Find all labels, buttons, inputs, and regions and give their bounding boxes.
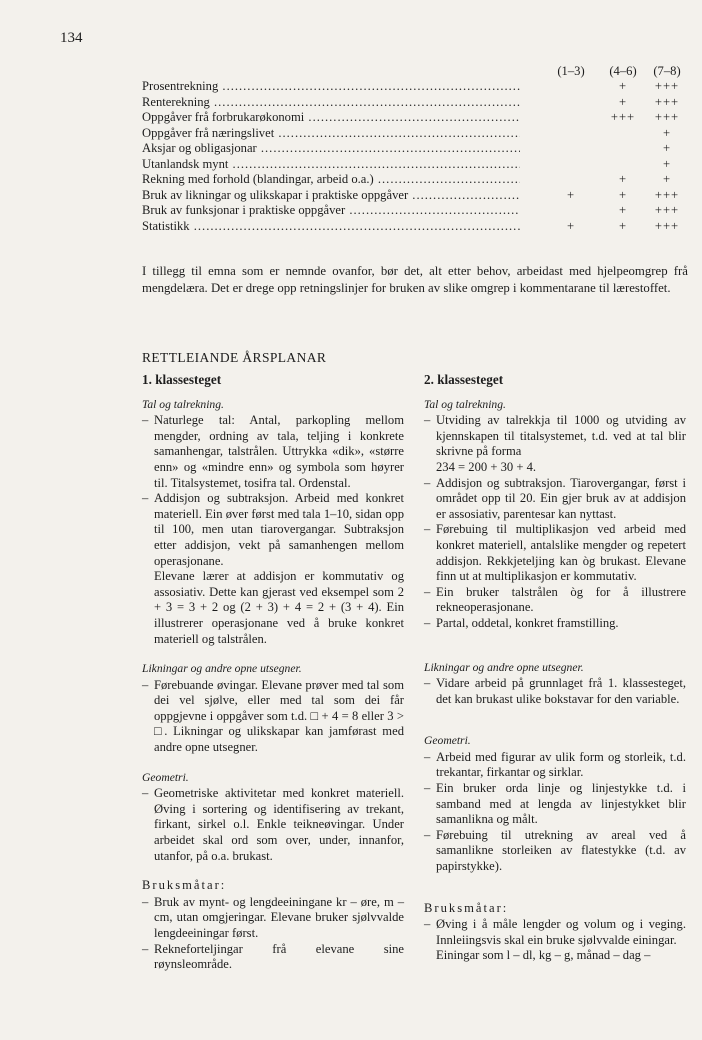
column-header-7-8: (7–8) [653,64,681,78]
continuation-text: Elevane lærer at addisjon er kommutativ og assosiativ. Dette kan gjerast ved eksempel som 2 + 3 = 3 + 2 og (2 + 3) + 4 = 2 + (3 + 4). Ein illustrerer operasjonane ved å bruke konkret materiell og talstrålen. [154,569,404,646]
intro-paragraph: I tillegg til emna som er nemnde ovanfor, bør det, alt etter behov, arbeidast med hjelpeomgrep frå mengdelæra. Det er drege opp retningslinjer for bruken av slike omgrep i kommentarane til lærestoffet. [142,264,688,295]
section-title: RETTLEIANDE ÅRSPLANAR [142,350,327,365]
list-item: – Arbeid med figurar av ulik form og storleik, t.d. trekantar, firkantar og sirklar. [424,750,686,781]
topic-row [142,110,688,126]
topic-row [142,219,688,235]
numbers-subheading: Tal og talrekning. [424,397,506,411]
numbers-list [424,413,686,631]
topic-name: Oppgåver frå forbrukarøkonomi ..... [142,110,520,126]
grade-mark-c3: + [662,156,672,171]
list-item: – Rekneforteljingar frå elevane sine røynsleområde. [142,942,404,973]
topic-name: Oppgåver frå næringslivet ..... [142,126,520,142]
topic-name: Bruk av funksjonar i praktiske oppgåver ..... [142,203,520,219]
usage-list [142,895,404,973]
grade-mark-c2: + [618,187,628,202]
topic-row [142,188,688,204]
topic-table [142,64,688,234]
grade-mark-c3: + [662,125,672,140]
list-item: – Førebuing til utrekning av areal ved å samanlikne storleiken av flatestykke (t.d. av papirstykke). [424,828,686,875]
numbers-subheading: Tal og talrekning. [142,397,224,411]
grade-mark-c1: + [566,187,576,202]
geometry-subheading: Geometri. [424,734,471,748]
grade-mark-c3: + [662,141,672,155]
topic-name: Bruk av likningar og ulikskapar i praktiske oppgåver ..... [142,188,520,204]
grade-mark-c3: + [662,172,672,186]
geometry-list [424,750,686,875]
list-item: – Addisjon og subtraksjon. Tiarovergangar, først i området opp til 20. Ein gjer bruk av at addisjon er assosiativ, parentesar kan nyttast. [424,476,686,523]
list-item [424,413,686,475]
grade-mark-c2: + [618,203,628,217]
list-item: – Geometriske aktivitetar med konkret materiell. Øving i sortering og identifisering av trekant, firkant, sirkel o.l. Enkle teikneøvingar. Under arbeidet skal ord som over, under, innanfor, utanfor, på o.a. brukast. [142,786,404,864]
place-value-formula: 234 = 200 + 30 + 4. [436,459,537,474]
equations-subheading: Likningar og andre opne utsegner. [142,662,302,676]
list-item: – Førebuing til multiplikasjon ved arbeid med konkret materiell, antalslike mengder og repetert addisjon. Rekkjeteljing kan òg brukast. Elevane finn ut at multiplikasjon er kommutativ. [424,522,686,584]
topic-name: Aksjar og obligasjonar ..... [142,141,520,157]
topic-name: Utanlandsk mynt ..... [142,157,520,173]
column-header-1-3: (1–3) [557,64,585,78]
grade-mark-c3: +++ [654,187,680,202]
equations-list [142,678,404,756]
grade-mark-c2: + [618,94,628,109]
numbers-list [142,413,404,569]
usage-subheading: Bruksmåtar: [424,900,509,915]
column-header-4-6: (4–6) [609,64,637,78]
topic-name: Statistikk ..... [142,219,520,235]
grade-mark-c3: +++ [654,218,680,233]
list-item: – Addisjon og subtraksjon. Arbeid med konkret materiell. Ein øver først med tala 1–10, sidan opp til 100, men utan tiarovergangar. Subtraksjon etter addisjon, vekt på samanhengen mellom operasjonane. [142,491,404,569]
list-item: – Bruk av mynt- og lengdeeiningane kr – øre, m – cm, utan omgjeringar. Elevane bruker sjølvvalde lengdeeiningar først. [142,895,404,942]
topic-row [142,126,688,142]
list-item: – Partal, oddetal, konkret framstilling. [424,616,686,632]
grade-mark-c3: +++ [654,110,680,124]
grade-mark-c2: + [618,79,628,93]
topic-row [142,157,688,173]
equations-list [424,676,686,707]
equations-subheading: Likningar og andre opne utsegner. [424,660,584,674]
topic-name: Renterekning ..... [142,95,520,111]
topic-row [142,79,688,95]
grade-mark-c2: + [618,172,628,186]
grade-mark-c2: +++ [610,110,636,124]
grade-mark-c3: +++ [654,94,680,109]
grade-2-heading: 2. klassesteget [424,372,504,387]
grade-2-column [424,372,686,964]
item-text: Utviding av talrekkja til 1000 og utviding av kjennskapen til titalsystemet, t.d. ved at tal blir skrivne på forma [436,413,686,459]
usage-list [424,917,686,948]
list-item: – Førebuande øvingar. Elevane prøver med tal som dei vel sjølve, eller med tal som dei får oppgjevne i oppgåver som t.d. □ + 4 = 8 eller 3 > □. Likningar og ulikskapar kan jamførast med andre opne utsegner. [142,678,404,756]
usage-subheading: Bruksmåtar: [142,878,227,893]
grade-mark-c3: +++ [654,79,680,93]
list-item: – Ein bruker talstrålen òg for å illustrere rekneoperasjonane. [424,585,686,616]
continuation-text: Einingar som l – dl, kg – g, månad – dag – [436,948,651,963]
grade-mark-c3: +++ [654,203,680,217]
grade-mark-c2: + [618,218,628,233]
page-number: 134 [60,30,83,46]
grade-mark-c1: + [566,218,576,233]
topic-name: Rekning med forhold (blandingar, arbeid o.a.) ..... [142,172,520,188]
column-headers [142,64,688,79]
topic-row [142,203,688,219]
topic-row [142,172,688,188]
grade-1-heading: 1. klassesteget [142,372,222,387]
list-item: – Ein bruker orda linje og linjestykke t.d. i samband med at lengda av linjestykket blir samanlikna og målt. [424,781,686,828]
grade-1-column [142,372,404,973]
list-item: – Øving i å måle lengder og volum og i veging. Innleiingsvis skal ein bruke sjølvvalde einingar. [424,917,686,948]
list-item: – Naturlege tal: Antal, parkopling mellom mengder, ordning av tala, teljing i konkrete samanhengar, talstrålen. Uttrykka «dik», «større enn» og «mindre enn» og symbola som høyrer til. Titalsystemet, tosifra tal. Ordenstal. [142,413,404,491]
geometry-subheading: Geometri. [142,770,189,784]
topic-row [142,141,688,157]
topic-name: Prosentrekning ..... [142,79,520,95]
list-item: – Vidare arbeid på grunnlaget frå 1. klassesteget, det kan brukast ulike bokstavar for den variable. [424,676,686,707]
geometry-list [142,786,404,864]
topic-row [142,95,688,111]
